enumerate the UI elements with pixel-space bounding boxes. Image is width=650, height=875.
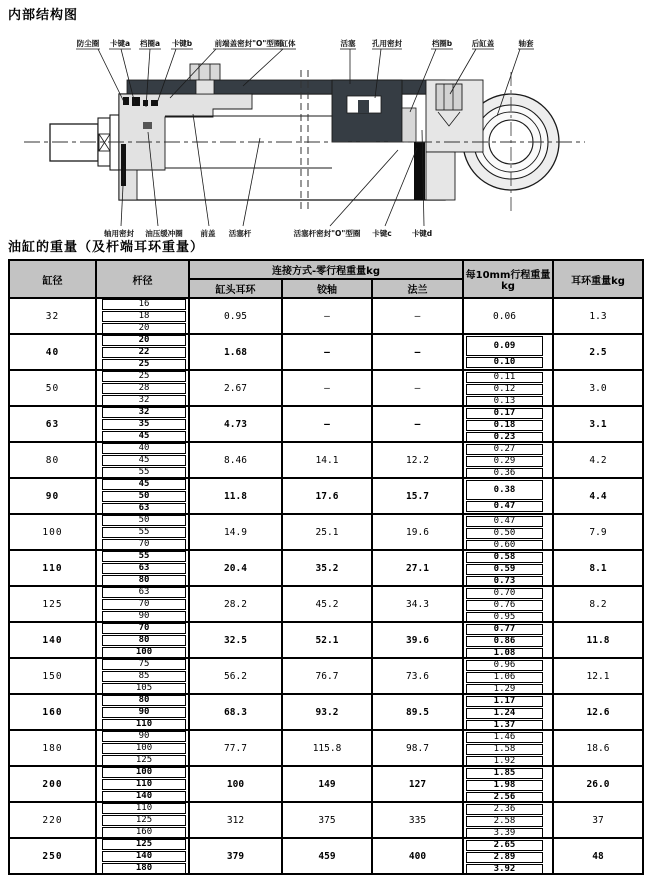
table-row <box>9 622 643 658</box>
rod-diameter-value: 90 <box>102 731 186 742</box>
header-row-1 <box>9 260 643 279</box>
ring-weight-cell: 2.5 <box>553 334 643 370</box>
bore-cell: 200 <box>9 766 96 802</box>
stroke-weight-value: 0.60 <box>466 540 543 550</box>
stroke-weight-cell <box>463 658 553 694</box>
flange-weight-cell: 400 <box>372 838 463 874</box>
rod-diameter-value: 55 <box>102 467 186 478</box>
table-row <box>9 514 643 550</box>
rod-diameter-value: 55 <box>102 551 186 562</box>
rod-diameter-value: 70 <box>102 539 186 550</box>
flange-weight-cell: — <box>372 334 463 370</box>
stroke-weight-value: 2.65 <box>466 840 543 851</box>
stroke-weight-value: 0.47 <box>466 516 543 527</box>
table-title: 油缸的重量（及杆端耳环重量） <box>8 240 205 255</box>
bore-cell: 32 <box>9 298 96 334</box>
table-row <box>9 298 643 334</box>
rod-diameter-value: 110 <box>102 719 186 730</box>
stroke-weight-cell <box>463 766 553 802</box>
stroke-weight-value: 0.06 <box>493 310 516 322</box>
stroke-weight-value: 1.92 <box>466 756 543 766</box>
head-ring-weight-cell: 1.68 <box>189 334 282 370</box>
stroke-weight-cell <box>463 586 553 622</box>
rod-diameter-value: 22 <box>102 347 186 358</box>
flange-weight-cell: 12.2 <box>372 442 463 478</box>
rod-diameter-value: 50 <box>102 491 186 502</box>
stroke-weight-value: 0.17 <box>466 408 543 419</box>
rod-diameter-value: 140 <box>102 791 186 802</box>
stroke-weight-value: 1.98 <box>466 780 543 791</box>
label-bore-seal: 孔用密封 <box>372 39 402 48</box>
head-ring-weight-cell: 8.46 <box>189 442 282 478</box>
rod-diameter-value: 63 <box>102 587 186 598</box>
ring-weight-cell: 4.4 <box>553 478 643 514</box>
rod-diameter-value: 125 <box>102 839 186 850</box>
stroke-weight-cell <box>463 838 553 874</box>
rod-diameter-value: 28 <box>102 383 186 394</box>
flange-weight-cell: 335 <box>372 802 463 838</box>
rod-diameter-value: 105 <box>102 683 186 694</box>
rod-cell <box>96 370 189 406</box>
stroke-weight-value: 0.86 <box>466 636 543 647</box>
bore-cell: 80 <box>9 442 96 478</box>
label-key-d: 卡键d <box>411 229 433 238</box>
buffer-ring <box>143 122 152 129</box>
table-row <box>9 802 643 838</box>
flange-weight-cell: 73.6 <box>372 658 463 694</box>
stroke-weight-cell <box>463 406 553 442</box>
hinge-weight-cell: 375 <box>282 802 372 838</box>
rod-diameter-value: 25 <box>102 371 186 382</box>
ring-weight-cell: 48 <box>553 838 643 874</box>
bore-cell: 220 <box>9 802 96 838</box>
stroke-weight-cell <box>463 478 553 514</box>
flange-weight-cell: — <box>372 298 463 334</box>
label-retainer-b: 档圈b <box>431 39 453 48</box>
head-ring-weight-cell: 312 <box>189 802 282 838</box>
label-buffer-ring: 油压缓冲圈 <box>145 229 183 238</box>
rod-plate <box>110 115 119 170</box>
header-flange: 法兰 <box>372 279 463 298</box>
hinge-weight-cell: 115.8 <box>282 730 372 766</box>
stroke-weight-value: 0.96 <box>466 660 543 671</box>
flange-weight-cell: 98.7 <box>372 730 463 766</box>
rod-cell <box>96 766 189 802</box>
hinge-weight-cell: 149 <box>282 766 372 802</box>
stroke-weight-value: 0.29 <box>466 456 543 467</box>
stroke-weight-cell <box>463 622 553 658</box>
header-hinge: 铰轴 <box>282 279 372 298</box>
stroke-weight-value: 2.56 <box>466 792 543 802</box>
rod-diameter-value: 45 <box>102 455 186 466</box>
cylinder-structure-diagram <box>0 14 650 254</box>
bore-cell: 100 <box>9 514 96 550</box>
head-ring-weight-cell: 14.9 <box>189 514 282 550</box>
head-ring-weight-cell: 0.95 <box>189 298 282 334</box>
header-connection-group: 连接方式-零行程重量kg <box>189 260 463 279</box>
gland-bolt-shank <box>196 80 214 94</box>
table-row <box>9 730 643 766</box>
stroke-weight-value: 0.27 <box>466 444 543 455</box>
ring-weight-cell: 8.2 <box>553 586 643 622</box>
bore-cell: 40 <box>9 334 96 370</box>
rod-diameter-value: 85 <box>102 671 186 682</box>
flange-weight-cell: 27.1 <box>372 550 463 586</box>
stroke-weight-cell <box>463 694 553 730</box>
ring-weight-cell: 26.0 <box>553 766 643 802</box>
rod-diameter-value: 90 <box>102 707 186 718</box>
stroke-weight-value: 0.36 <box>466 468 543 478</box>
rod-diameter-value: 80 <box>102 695 186 706</box>
stroke-weight-cell <box>463 550 553 586</box>
rod-diameter-value: 32 <box>102 395 186 406</box>
stroke-weight-value: 1.24 <box>466 708 543 719</box>
rod-cell <box>96 622 189 658</box>
rod-diameter-value: 35 <box>102 419 186 430</box>
hinge-weight-cell: 93.2 <box>282 694 372 730</box>
rod-cell <box>96 478 189 514</box>
table-row <box>9 370 643 406</box>
stroke-weight-value: 0.73 <box>466 576 543 586</box>
stroke-weight-cell <box>463 334 553 370</box>
head-ring-weight-cell: 379 <box>189 838 282 874</box>
rod-diameter-value: 160 <box>102 827 186 838</box>
ring-weight-cell: 12.1 <box>553 658 643 694</box>
rod-diameter-value: 125 <box>102 755 186 766</box>
bore-cell: 125 <box>9 586 96 622</box>
hinge-weight-cell: — <box>282 298 372 334</box>
stroke-weight-value: 0.09 <box>466 336 543 356</box>
stroke-weight-cell <box>463 298 553 334</box>
stroke-weight-value: 2.36 <box>466 804 543 815</box>
flange-weight-cell: — <box>372 406 463 442</box>
stroke-weight-value: 1.29 <box>466 684 543 694</box>
head-ring-weight-cell: 2.67 <box>189 370 282 406</box>
bore-cell: 180 <box>9 730 96 766</box>
hinge-weight-cell: 25.1 <box>282 514 372 550</box>
rod-cell <box>96 550 189 586</box>
hinge-weight-cell: — <box>282 370 372 406</box>
table-row <box>9 478 643 514</box>
label-rear-cover: 后缸盖 <box>471 39 495 48</box>
rod-diameter-value: 110 <box>102 779 186 790</box>
rod-diameter-value: 63 <box>102 563 186 574</box>
rod-diameter-value: 45 <box>102 431 186 442</box>
head-ring-weight-cell: 77.7 <box>189 730 282 766</box>
hinge-weight-cell: 45.2 <box>282 586 372 622</box>
rod-diameter-value: 110 <box>102 803 186 814</box>
rod-diameter-value: 70 <box>102 623 186 634</box>
label-cylinder-body: 缸体 <box>280 39 296 48</box>
rod-diameter-value: 100 <box>102 767 186 778</box>
stroke-weight-value: 1.08 <box>466 648 543 658</box>
bore-cell: 160 <box>9 694 96 730</box>
rod-cell <box>96 334 189 370</box>
rod-cell <box>96 406 189 442</box>
hinge-weight-cell: 35.2 <box>282 550 372 586</box>
rod-diameter-value: 80 <box>102 635 186 646</box>
rod-diameter-value: 20 <box>102 335 186 346</box>
stroke-weight-cell <box>463 514 553 550</box>
rod-cell <box>96 730 189 766</box>
rod-diameter-value: 90 <box>102 611 186 622</box>
bore-cell: 150 <box>9 658 96 694</box>
hinge-weight-cell: 52.1 <box>282 622 372 658</box>
rod-diameter-value: 32 <box>102 407 186 418</box>
ring-weight-cell: 7.9 <box>553 514 643 550</box>
stroke-weight-value: 1.58 <box>466 744 543 755</box>
rod-diameter-value: 25 <box>102 359 186 370</box>
stroke-weight-cell <box>463 730 553 766</box>
ring-weight-cell: 37 <box>553 802 643 838</box>
stroke-weight-value: 2.89 <box>466 852 543 863</box>
label-front-cover: 前盖 <box>200 229 216 238</box>
stroke-weight-value: 3.39 <box>466 828 543 838</box>
bore-cell: 110 <box>9 550 96 586</box>
stroke-weight-cell <box>463 442 553 478</box>
table-row <box>9 334 643 370</box>
rod-diameter-value: 63 <box>102 503 186 514</box>
head-ring-weight-cell: 68.3 <box>189 694 282 730</box>
ring-weight-cell: 4.2 <box>553 442 643 478</box>
rod-diameter-value: 70 <box>102 599 186 610</box>
rod-diameter-value: 55 <box>102 527 186 538</box>
head-ring-weight-cell: 11.8 <box>189 478 282 514</box>
rod-cell <box>96 658 189 694</box>
rear-cover-lower <box>426 152 455 200</box>
label-key-b: 卡键b <box>171 39 193 48</box>
rod-cell <box>96 586 189 622</box>
head-ring-weight-cell: 100 <box>189 766 282 802</box>
stroke-weight-value: 0.58 <box>466 552 543 563</box>
table-row <box>9 550 643 586</box>
label-key-a: 卡键a <box>109 39 131 48</box>
stroke-weight-value: 1.46 <box>466 732 543 743</box>
stroke-weight-value: 1.06 <box>466 672 543 683</box>
ring-weight-cell: 8.1 <box>553 550 643 586</box>
stroke-weight-cell <box>463 802 553 838</box>
rod-diameter-value: 40 <box>102 443 186 454</box>
label-piston: 活塞 <box>340 39 356 48</box>
table-row <box>9 406 643 442</box>
header-head-ring: 缸头耳环 <box>189 279 282 298</box>
rod-cell <box>96 514 189 550</box>
label-front-oring: 前端盖密封"O"型圈 <box>214 39 282 48</box>
stroke-weight-value: 0.47 <box>466 501 543 512</box>
retainer-a-seal <box>143 100 148 106</box>
stroke-weight-value: 0.59 <box>466 564 543 575</box>
rod-diameter-value: 80 <box>102 575 186 586</box>
header-ring-weight: 耳环重量kg <box>553 260 643 298</box>
rod-cell <box>96 298 189 334</box>
label-rod-oring: 活塞杆密封"O"型圈 <box>293 229 361 238</box>
stroke-weight-value: 0.50 <box>466 528 543 539</box>
rod-diameter-value: 125 <box>102 815 186 826</box>
flange-weight-cell: 19.6 <box>372 514 463 550</box>
ring-weight-cell: 12.6 <box>553 694 643 730</box>
head-ring-weight-cell: 4.73 <box>189 406 282 442</box>
hinge-weight-cell: 14.1 <box>282 442 372 478</box>
hinge-weight-cell: — <box>282 406 372 442</box>
table-row <box>9 442 643 478</box>
rod-diameter-value: 180 <box>102 863 186 874</box>
bore-cell: 50 <box>9 370 96 406</box>
head-ring-weight-cell: 28.2 <box>189 586 282 622</box>
label-retainer-a: 档圈a <box>139 39 161 48</box>
bore-seal <box>358 100 369 113</box>
bore-cell: 250 <box>9 838 96 874</box>
rod-diameter-value: 100 <box>102 743 186 754</box>
head-ring-weight-cell: 20.4 <box>189 550 282 586</box>
table-row <box>9 838 643 874</box>
stroke-weight-value: 1.37 <box>466 720 543 730</box>
flange-weight-cell: 15.7 <box>372 478 463 514</box>
flange-weight-cell: 89.5 <box>372 694 463 730</box>
rod-diameter-value: 45 <box>102 479 186 490</box>
stroke-weight-value: 1.17 <box>466 696 543 707</box>
table-row <box>9 694 643 730</box>
ring-weight-cell: 18.6 <box>553 730 643 766</box>
stroke-weight-value: 0.76 <box>466 600 543 611</box>
hinge-weight-cell: 76.7 <box>282 658 372 694</box>
header-rod: 杆径 <box>96 260 189 298</box>
rod-diameter-value: 16 <box>102 299 186 310</box>
head-ring-weight-cell: 56.2 <box>189 658 282 694</box>
ring-weight-cell: 11.8 <box>553 622 643 658</box>
rod-cell <box>96 838 189 874</box>
diagram-title: 内部结构图 <box>8 8 79 23</box>
flange-weight-cell: 127 <box>372 766 463 802</box>
stroke-weight-value: 0.10 <box>466 357 543 368</box>
rod-diameter-value: 20 <box>102 323 186 334</box>
flange-weight-cell: — <box>372 370 463 406</box>
stroke-weight-value: 0.13 <box>466 396 543 406</box>
head-ring-weight-cell: 32.5 <box>189 622 282 658</box>
rod-end-block <box>50 124 98 161</box>
hinge-weight-cell: 459 <box>282 838 372 874</box>
bore-cell: 90 <box>9 478 96 514</box>
rod-diameter-value: 75 <box>102 659 186 670</box>
rod-cell <box>96 694 189 730</box>
label-bushing: 轴套 <box>518 39 534 48</box>
rod-diameter-value: 18 <box>102 311 186 322</box>
stroke-weight-value: 0.70 <box>466 588 543 599</box>
stroke-weight-value: 0.11 <box>466 372 543 383</box>
ring-weight-cell: 3.0 <box>553 370 643 406</box>
hinge-weight-cell: — <box>282 334 372 370</box>
rod-diameter-value: 50 <box>102 515 186 526</box>
header-bore: 缸径 <box>9 260 96 298</box>
stroke-weight-value: 0.38 <box>466 480 543 500</box>
rod-cell <box>96 802 189 838</box>
label-key-c: 卡键c <box>372 229 392 238</box>
label-dust-ring: 防尘圈 <box>76 39 100 48</box>
label-shaft-seal: 轴用密封 <box>104 229 134 238</box>
label-piston-rod: 活塞杆 <box>228 229 252 238</box>
stroke-weight-value: 1.85 <box>466 768 543 779</box>
stroke-weight-value: 3.92 <box>466 864 543 874</box>
flange-weight-cell: 39.6 <box>372 622 463 658</box>
stroke-weight-cell <box>463 370 553 406</box>
flange-weight-cell: 34.3 <box>372 586 463 622</box>
stroke-weight-value: 0.77 <box>466 624 543 635</box>
stroke-weight-value: 2.58 <box>466 816 543 827</box>
rod-diameter-value: 140 <box>102 851 186 862</box>
hinge-weight-cell: 17.6 <box>282 478 372 514</box>
table-row <box>9 658 643 694</box>
weight-table <box>8 259 644 875</box>
weight-table-body <box>9 298 643 874</box>
stroke-weight-value: 0.18 <box>466 420 543 431</box>
stroke-weight-value: 0.95 <box>466 612 543 622</box>
table-row <box>9 586 643 622</box>
retainer-b-spacer <box>402 108 416 142</box>
bore-cell: 63 <box>9 406 96 442</box>
stroke-weight-value: 0.12 <box>466 384 543 395</box>
rod-diameter-value: 100 <box>102 647 186 658</box>
rear-bolt <box>436 84 462 110</box>
table-row <box>9 766 643 802</box>
leader-dust-ring <box>98 49 125 104</box>
ring-weight-cell: 3.1 <box>553 406 643 442</box>
stroke-weight-value: 0.23 <box>466 432 543 442</box>
ring-weight-cell: 1.3 <box>553 298 643 334</box>
header-per10mm: 每10mm行程重量kg <box>463 260 553 298</box>
rod-cell <box>96 442 189 478</box>
bore-cell: 140 <box>9 622 96 658</box>
